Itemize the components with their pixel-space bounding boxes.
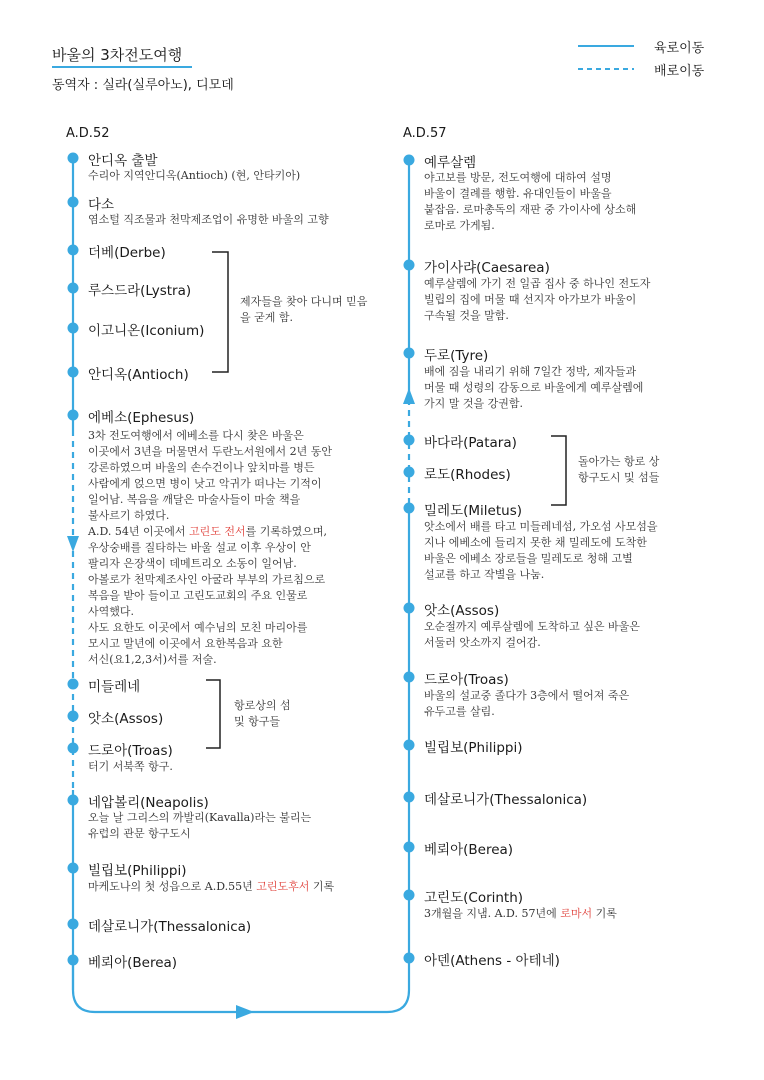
stop-thessalonica-left: 데살로니가(Thessalonica) bbox=[88, 919, 252, 935]
stop-derbe: 더베(Derbe) bbox=[88, 245, 166, 261]
stop-assos-left: 앗소(Assos) bbox=[88, 711, 164, 727]
desc-line: 유럽의 관문 항구도시 bbox=[88, 827, 191, 840]
arrow-up-icon bbox=[403, 388, 415, 404]
group1-note: 제자들을 찾아 다니며 믿음을 굳게 함. bbox=[240, 295, 368, 324]
desc-line: 예루살렘에 가기 전 일곱 집사 중 하나인 전도자 bbox=[424, 277, 651, 290]
dot-berea-right bbox=[404, 842, 415, 853]
desc-text: 를 기록하였으며, bbox=[245, 525, 327, 538]
desc-line: 아볼로가 천막제조사인 아굴라 부부의 가르침으로 bbox=[88, 573, 326, 586]
stop-ephesus: 에베소(Ephesus) bbox=[88, 410, 195, 426]
desc-line: 오늘 날 그리스의 까발리(Kavalla)라는 불리는 bbox=[88, 811, 312, 824]
desc-line: 빌립의 집에 머물 때 선지자 아가보가 바울이 bbox=[424, 293, 637, 306]
desc-line: 3차 전도여행에서 에베소를 다시 찾은 바울은 bbox=[88, 429, 304, 442]
desc-philippi-left bbox=[88, 879, 334, 895]
dot-antioch-start bbox=[68, 153, 79, 164]
desc-line: 사도 요한도 이곳에서 예수님의 모친 마리아를 bbox=[88, 621, 308, 634]
desc-line: 서신(요1,2,3서)서를 저술. bbox=[88, 653, 217, 666]
stop-caesarea: 가이사랴(Caesarea) bbox=[424, 260, 550, 276]
desc-line: 바울이 결례를 행함. 유대인들이 바울을 bbox=[424, 187, 612, 200]
desc-line: 팔리자 은장색이 데메트리오 소동이 일어남. bbox=[88, 557, 297, 570]
legend-land-label: 육로이동 bbox=[654, 41, 705, 56]
dot-troas-left bbox=[68, 743, 79, 754]
title-underline bbox=[52, 66, 192, 68]
desc-line: 설교를 하고 작별을 나눔. bbox=[424, 568, 545, 581]
desc-line: 로마로 가게됨. bbox=[424, 219, 495, 232]
desc-line: 불사르기 하였다. bbox=[88, 509, 170, 522]
group3-note-line: 돌아가는 항로 상 bbox=[578, 455, 660, 468]
desc-line: 지나 에베소에 들리지 못한 채 밀레도에 도착한 bbox=[424, 536, 647, 549]
desc-line: 앗소에서 배를 타고 미들레네섬, 가오섬 사모섬을 bbox=[424, 520, 658, 533]
desc-line: 사역했다. bbox=[88, 605, 135, 618]
desc-neapolis bbox=[88, 810, 311, 842]
stop-philippi-right: 빌립보(Philippi) bbox=[424, 740, 523, 756]
desc-line: 붙잡음. 로마총독의 재판 중 가이사에 상소해 bbox=[424, 203, 637, 216]
stop-corinth: 고린도(Corinth) bbox=[424, 890, 524, 906]
stop-assos-right: 앗소(Assos) bbox=[424, 603, 500, 619]
group2-note-line: 항로상의 섬 bbox=[234, 699, 291, 712]
bracket-group1 bbox=[212, 252, 228, 372]
desc-line: 야고보를 방문, 전도여행에 대하여 설명 bbox=[424, 171, 612, 184]
dot-thessalonica-left bbox=[68, 919, 79, 930]
desc-line bbox=[88, 524, 332, 540]
stop-thessalonica-right: 데살로니가(Thessalonica) bbox=[424, 792, 588, 808]
desc-text: 마케도나의 첫 성읍으로 A.D.55년 bbox=[88, 880, 257, 893]
dot-athens bbox=[404, 953, 415, 964]
desc-line: 바울은 에베소 장로들을 밀레도로 청해 고별 bbox=[424, 552, 633, 565]
desc-tarsus: 염소털 직조물과 천막제조업이 유명한 바울의 고향 bbox=[88, 213, 329, 226]
dot-derbe bbox=[68, 245, 79, 256]
desc-line: 이곳에서 3년을 머물면서 두란노서원에서 2년 동안 bbox=[88, 445, 332, 458]
legend-sea-label: 배로이동 bbox=[654, 64, 705, 79]
desc-line: 일어남. 복음을 깨달은 마술사들이 마술 책을 bbox=[88, 493, 301, 506]
stop-tarsus: 다소 bbox=[88, 197, 115, 213]
dot-berea-left bbox=[68, 955, 79, 966]
desc-tyre bbox=[424, 364, 643, 412]
desc-text: 3개월을 지냄. A.D. 57년에 bbox=[424, 907, 561, 920]
page-title: 바울의 3차전도여행 bbox=[52, 46, 183, 64]
companions: 동역자 : 실라(실루아노), 디모데 bbox=[52, 78, 234, 93]
dot-jerusalem bbox=[404, 155, 415, 166]
arrow-right-icon bbox=[236, 1005, 254, 1019]
desc-line: 서둘러 앗소까지 걸어감. bbox=[424, 636, 541, 649]
desc-line: 바울의 설교중 졸다가 3층에서 떨어져 죽은 bbox=[424, 689, 630, 702]
group3-note bbox=[578, 454, 659, 486]
stop-mitylene: 미들레네 bbox=[88, 679, 141, 695]
stop-tyre: 두로(Tyre) bbox=[424, 348, 489, 364]
desc-troas-left: 터기 서북쪽 항구. bbox=[88, 760, 173, 773]
desc-ephesus bbox=[88, 428, 332, 668]
dot-tarsus bbox=[68, 197, 79, 208]
desc-line: 강론하였으며 바울의 손수건이나 앞치마를 병든 bbox=[88, 461, 315, 474]
stop-miletus: 밀레도(Miletus) bbox=[424, 503, 522, 519]
bracket-group2 bbox=[206, 680, 220, 748]
stop-jerusalem: 예루살렘 bbox=[424, 155, 477, 171]
stop-troas-left: 드로아(Troas) bbox=[88, 743, 173, 759]
stop-iconium: 이고니온(Iconium) bbox=[88, 323, 205, 339]
dot-patara bbox=[404, 435, 415, 446]
stop-athens: 아덴(Athens - 아테네) bbox=[424, 953, 560, 969]
desc-troas-right bbox=[424, 688, 629, 720]
group2-note bbox=[234, 698, 291, 730]
desc-line: 우상숭배를 질타하는 바울 설교 이후 우상이 안 bbox=[88, 541, 311, 554]
stop-rhodes: 로도(Rhodes) bbox=[424, 467, 511, 483]
group3-note-line: 항구도시 및 섬들 bbox=[578, 471, 660, 484]
dot-rhodes bbox=[404, 467, 415, 478]
desc-miletus bbox=[424, 519, 658, 583]
stop-neapolis: 네압볼리(Neapolis) bbox=[88, 795, 209, 811]
desc-line: 모시고 말년에 이곳에서 요한복음과 요한 bbox=[88, 637, 283, 650]
dot-assos-right bbox=[404, 603, 415, 614]
stop-berea-left: 베뢰아(Berea) bbox=[88, 955, 178, 971]
right-year: A.D.57 bbox=[403, 126, 447, 141]
dot-ephesus bbox=[68, 410, 79, 421]
desc-line: 사람에게 얹으면 병이 낫고 악귀가 떠나는 기적이 bbox=[88, 477, 322, 490]
dot-mitylene bbox=[68, 679, 79, 690]
stop-philippi-left: 빌립보(Philippi) bbox=[88, 863, 187, 879]
dot-philippi-right bbox=[404, 740, 415, 751]
highlight-romans: 로마서 bbox=[560, 907, 593, 920]
group2-note-line: 및 항구들 bbox=[234, 715, 281, 728]
desc-line: 배에 짐을 내리기 위해 7일간 정박, 제자들과 bbox=[424, 365, 637, 378]
desc-line: 머물 때 성령의 감동으로 바울에게 예루살렘에 bbox=[424, 381, 644, 394]
highlight-2-corinthians: 고린도후서 bbox=[256, 880, 310, 893]
desc-line: 구속될 것을 말함. bbox=[424, 309, 509, 322]
stop-troas-right: 드로아(Troas) bbox=[424, 672, 509, 688]
desc-line: 유두고를 살림. bbox=[424, 705, 495, 718]
dot-assos-left bbox=[68, 711, 79, 722]
desc-antioch-start: 수리아 지역안디옥(Antioch) (현, 안타키아) bbox=[88, 169, 301, 182]
desc-line: 오순절까지 예루살렘에 도착하고 싶은 바울은 bbox=[424, 620, 640, 633]
dot-antioch bbox=[68, 367, 79, 378]
stop-antioch: 안디옥(Antioch) bbox=[88, 367, 189, 383]
stop-berea-right: 베뢰아(Berea) bbox=[424, 842, 514, 858]
dot-corinth bbox=[404, 890, 415, 901]
desc-line: 가지 말 것을 강권함. bbox=[424, 397, 523, 410]
dot-neapolis bbox=[68, 795, 79, 806]
desc-assos-right bbox=[424, 619, 640, 651]
desc-line: 복음을 받아 들이고 고린도교회의 주요 인물로 bbox=[88, 589, 308, 602]
desc-corinth bbox=[424, 906, 617, 922]
highlight-1-corinthians: 고린도 전서 bbox=[188, 525, 246, 538]
desc-text: 기록 bbox=[592, 907, 617, 920]
left-year: A.D.52 bbox=[66, 126, 110, 141]
dot-caesarea bbox=[404, 260, 415, 271]
stop-lystra: 루스드라(Lystra) bbox=[88, 283, 192, 299]
dot-thessalonica-right bbox=[404, 792, 415, 803]
dot-iconium bbox=[68, 323, 79, 334]
dot-miletus bbox=[404, 503, 415, 514]
bracket-group3 bbox=[551, 436, 566, 505]
dot-troas-right bbox=[404, 672, 415, 683]
arrow-down-icon bbox=[67, 536, 79, 552]
stop-patara: 바다라(Patara) bbox=[424, 435, 517, 451]
dot-tyre bbox=[404, 348, 415, 359]
dot-lystra bbox=[68, 283, 79, 294]
desc-jerusalem bbox=[424, 170, 636, 234]
stop-antioch-start: 안디옥 출발 bbox=[88, 153, 158, 169]
desc-caesarea bbox=[424, 276, 650, 324]
dot-philippi-left bbox=[68, 863, 79, 874]
desc-text: A.D. 54년 이곳에서 bbox=[88, 525, 189, 538]
desc-text: 기록 bbox=[309, 880, 335, 893]
